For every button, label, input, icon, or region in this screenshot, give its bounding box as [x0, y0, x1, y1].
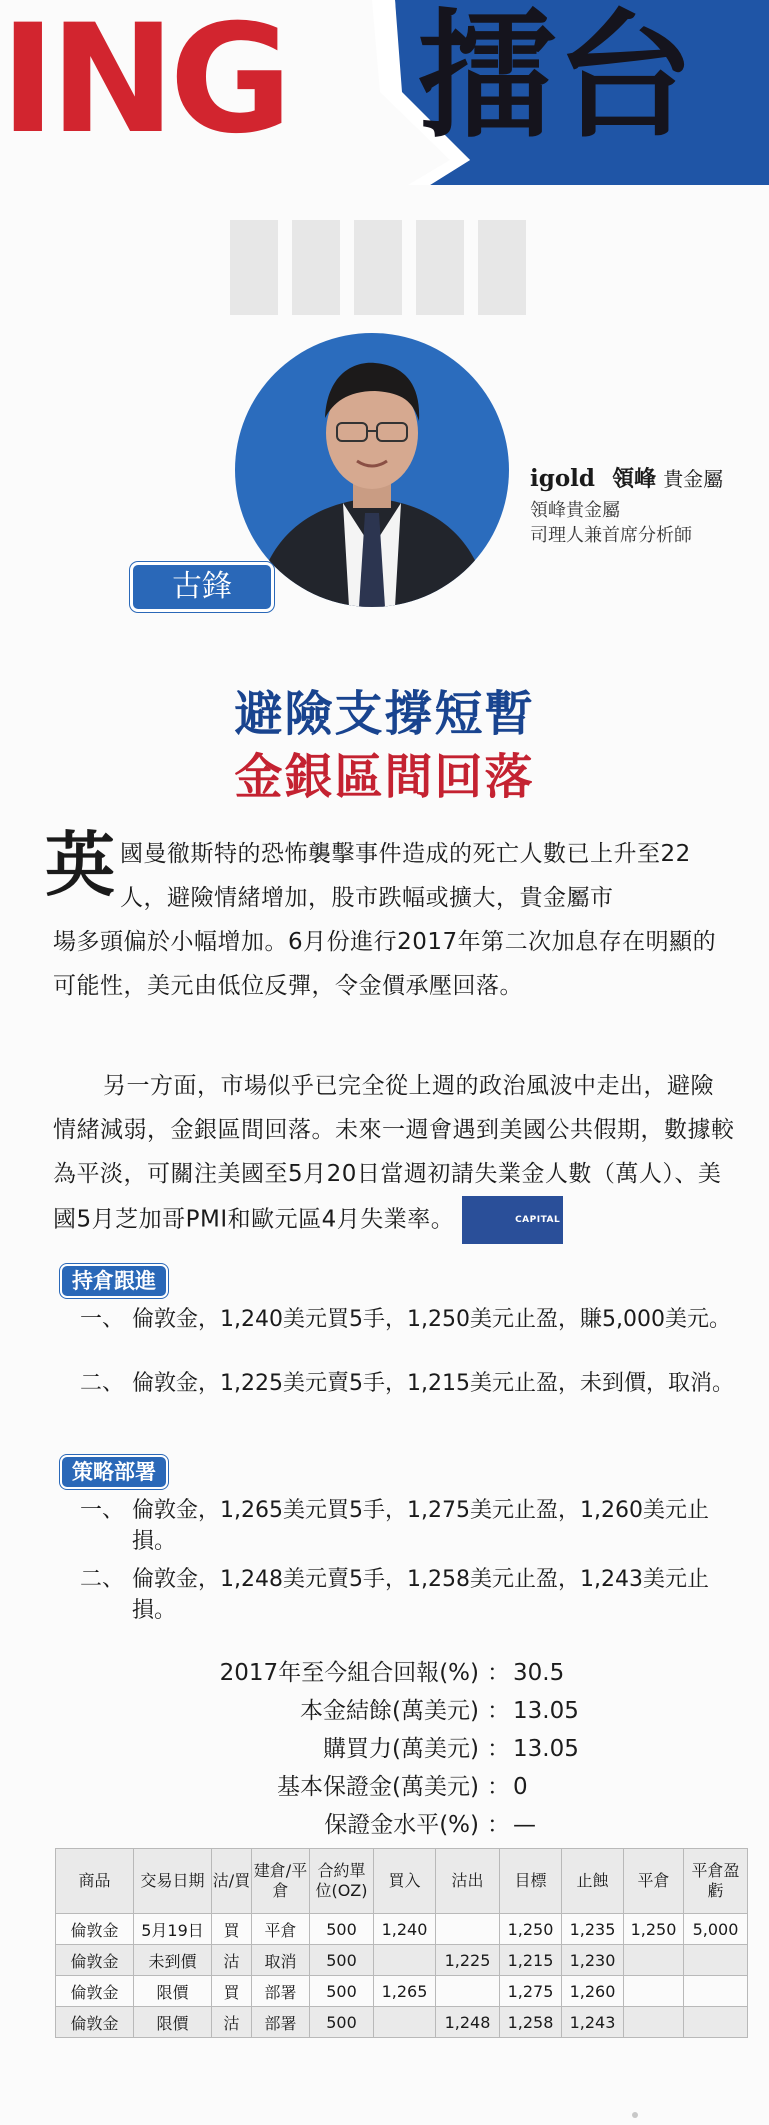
table-cell: 取消	[252, 1945, 310, 1976]
strategy-item-text: 倫敦金，1,248美元賣5手，1,258美元止盈，1,243美元止損。	[132, 1567, 709, 1623]
table-cell: 部署	[252, 1976, 310, 2007]
summary-row	[0, 1693, 769, 1729]
table-cell	[374, 1945, 436, 1976]
summary-colon: ：	[487, 1698, 510, 1724]
header-banner	[0, 0, 769, 185]
capital-mark: CAPITAL	[462, 1196, 563, 1244]
summary-label: 基本保證金(萬美元)	[277, 1774, 479, 1800]
column-header: 止蝕	[562, 1849, 624, 1914]
logo-cn-suffix: 貴金屬	[663, 467, 724, 491]
table-cell	[624, 2007, 684, 2038]
table-cell: 1,225	[436, 1945, 500, 1976]
table-cell: 1,230	[562, 1945, 624, 1976]
table-row	[56, 1976, 748, 2007]
table-cell: 限價	[134, 1976, 212, 2007]
author-company: 領峰貴金屬	[530, 500, 620, 521]
company-logo	[530, 462, 723, 493]
summary-value: 30.5	[513, 1660, 565, 1686]
table-header-row	[56, 1849, 748, 1914]
table-cell: 倫敦金	[56, 1945, 134, 1976]
summary-value: —	[513, 1812, 536, 1838]
author-role	[530, 498, 692, 548]
holding-item-number: 一、	[80, 1307, 125, 1332]
article-title-line2: 金銀區間回落	[234, 749, 535, 805]
summary-colon: ：	[487, 1660, 510, 1686]
table-cell: 1,250	[500, 1914, 562, 1945]
table-cell	[624, 1945, 684, 1976]
strategy-item-2	[80, 1564, 740, 1626]
column-header: 合約單位(OZ)	[310, 1849, 374, 1914]
table-row	[56, 1945, 748, 1976]
table-cell: 平倉	[252, 1914, 310, 1945]
holding-item-text: 倫敦金，1,240美元買5手，1,250美元止盈，賺5,000美元。	[132, 1307, 731, 1332]
table-cell: 5,000	[684, 1914, 748, 1945]
logo-brand-text: igold	[530, 465, 595, 492]
portrait-illustration	[235, 333, 509, 607]
table-cell: 限價	[134, 2007, 212, 2038]
table-cell: 倫敦金	[56, 1976, 134, 2007]
summary-colon: ：	[487, 1812, 510, 1838]
table-cell: 倫敦金	[56, 1914, 134, 1945]
column-header: 買入	[374, 1849, 436, 1914]
table-cell: 倫敦金	[56, 2007, 134, 2038]
holding-item-text: 倫敦金，1,225美元賣5手，1,215美元止盈，未到價，取消。	[132, 1371, 734, 1396]
trades-table	[55, 1848, 748, 2038]
strategy-item-text: 倫敦金，1,265美元買5手，1,275美元止盈，1,260美元止損。	[132, 1498, 709, 1554]
summary-label: 本金結餘(萬美元)	[300, 1698, 479, 1724]
holding-item-2	[80, 1368, 740, 1430]
summary-label: 2017年至今組合回報(%)	[219, 1660, 479, 1686]
summary-row	[0, 1731, 769, 1767]
logo-cn-text: 領峰	[612, 466, 657, 492]
summary-value: 13.05	[513, 1736, 579, 1762]
strategy-item-number: 二、	[80, 1567, 125, 1592]
column-header: 目標	[500, 1849, 562, 1914]
drop-cap: 英	[45, 824, 115, 906]
banner-title-latin: ING	[0, 0, 287, 167]
column-header: 沽出	[436, 1849, 500, 1914]
summary-row	[0, 1655, 769, 1691]
banner-title-cn: 擂台	[418, 0, 695, 157]
summary-row	[0, 1769, 769, 1805]
summary-colon: ：	[487, 1774, 510, 1800]
holding-item-1	[80, 1304, 740, 1366]
table-cell	[624, 1976, 684, 2007]
summary-value: 0	[513, 1774, 528, 1800]
table-cell: 買	[212, 1914, 252, 1945]
table-cell	[374, 2007, 436, 2038]
column-header: 平倉盈虧	[684, 1849, 748, 1914]
table-cell: 1,265	[374, 1976, 436, 2007]
table-row	[56, 1914, 748, 1945]
paragraph-1-rest: 場多頭偏於小幅增加。6月份進行2017年第二次加息存在明顯的可能性，美元由低位反彈，令金價承壓回落。	[53, 929, 717, 999]
table-cell	[684, 1945, 748, 1976]
table-cell: 部署	[252, 2007, 310, 2038]
table-cell: 沽	[212, 2007, 252, 2038]
strategy-item-number: 一、	[80, 1498, 125, 1523]
table-row	[56, 2007, 748, 2038]
table-cell: 沽	[212, 1945, 252, 1976]
column-header: 商品	[56, 1849, 134, 1914]
table-cell: 買	[212, 1976, 252, 2007]
table-cell: 1,275	[500, 1976, 562, 2007]
table-cell: 1,243	[562, 2007, 624, 2038]
column-header: 交易日期	[134, 1849, 212, 1914]
summary-row	[0, 1807, 769, 1843]
table-cell: 500	[310, 1914, 374, 1945]
table-cell	[436, 1976, 500, 2007]
bleed-through-ghost	[230, 220, 530, 315]
summary-label: 購買力(萬美元)	[323, 1736, 479, 1762]
section-heading-strategy: 策略部署	[60, 1455, 168, 1489]
table-cell: 500	[310, 1945, 374, 1976]
column-header: 平倉	[624, 1849, 684, 1914]
author-name-badge: 古鋒	[130, 562, 274, 612]
column-header: 建倉/平倉	[252, 1849, 310, 1914]
summary-value: 13.05	[513, 1698, 579, 1724]
table-cell: 500	[310, 2007, 374, 2038]
column-header: 沽/買	[212, 1849, 252, 1914]
table-cell: 5月19日	[134, 1914, 212, 1945]
paragraph-2	[53, 1064, 735, 1244]
author-title: 司理人兼首席分析師	[530, 525, 692, 546]
paragraph-1-lead: 國曼徹斯特的恐怖襲擊事件造成的死亡人數已上升至22人，避險情緒增加，股市跌幅或擴大，貴金屬市	[120, 841, 691, 911]
table-cell: 1,248	[436, 2007, 500, 2038]
strategy-item-1	[80, 1495, 740, 1557]
table-cell	[684, 1976, 748, 2007]
table-cell: 500	[310, 1976, 374, 2007]
table-cell: 1,215	[500, 1945, 562, 1976]
table-cell: 未到價	[134, 1945, 212, 1976]
table-cell: 1,258	[500, 2007, 562, 2038]
table-cell: 1,260	[562, 1976, 624, 2007]
table-cell: 1,240	[374, 1914, 436, 1945]
section-heading-holdings: 持倉跟進	[60, 1264, 168, 1298]
table-cell	[436, 1914, 500, 1945]
table-cell	[684, 2007, 748, 2038]
table-cell: 1,250	[624, 1914, 684, 1945]
paragraph-2-text: 另一方面，市場似乎已完全從上週的政治風波中走出，避險情緒減弱，金銀區間回落。未來一週會遇到美國公共假期，數據較為平淡，可關注美國至5月20日當週初請失業金人數（萬人）、美國5月芝加哥PMI和歐元區4月失業率。	[53, 1073, 735, 1233]
page-dot	[632, 2112, 638, 2118]
summary-colon: ：	[487, 1736, 510, 1762]
summary-label: 保證金水平(%)	[324, 1812, 479, 1838]
table-cell: 1,235	[562, 1914, 624, 1945]
article-title-line1: 避險支撐短暫	[234, 686, 535, 742]
holding-item-number: 二、	[80, 1371, 125, 1396]
author-portrait	[235, 333, 509, 607]
